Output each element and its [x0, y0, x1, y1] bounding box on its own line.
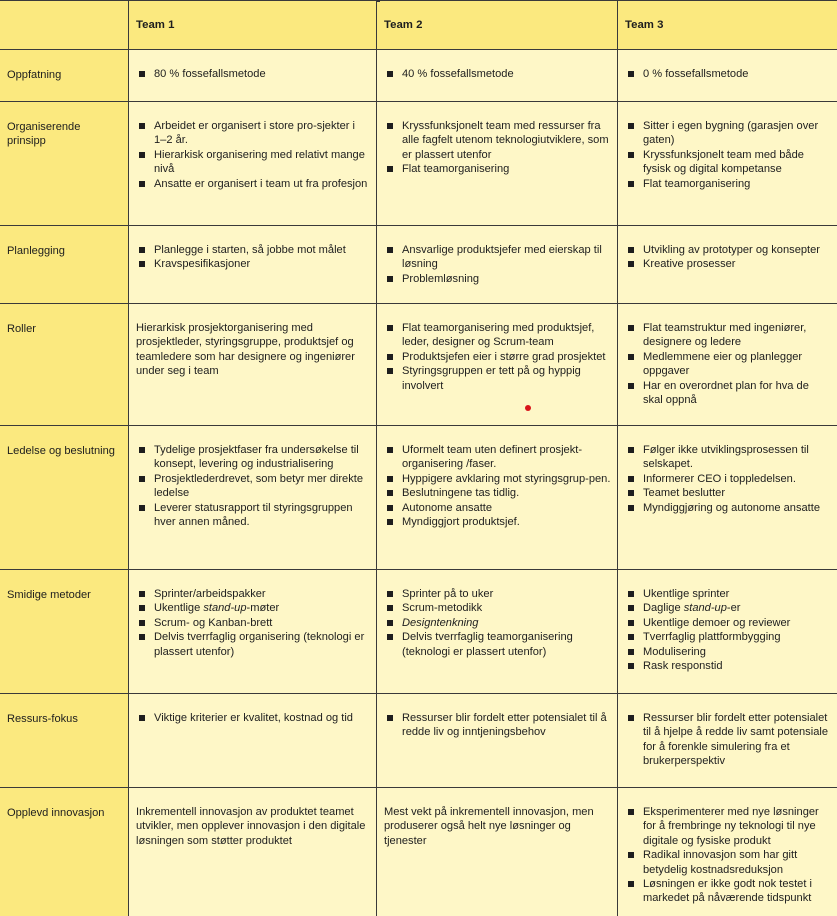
bullet-item: Flat teamorganisering — [625, 177, 831, 191]
bullet-item: Leverer statusrapport til styringsgruppen hver annen måned. — [136, 501, 370, 530]
cell-team3 — [618, 570, 837, 694]
row-label: Smidige metoder — [0, 570, 129, 694]
bullet-item: Sprinter på to uker — [384, 587, 611, 601]
bullet-item: Ansatte er organisert i team ut fra profesjon — [136, 177, 370, 191]
cell-team3 — [618, 102, 837, 226]
bullet-item: Scrum- og Kanban-brett — [136, 616, 370, 630]
bullet-item: Teamet beslutter — [625, 486, 831, 500]
bullet-item: Flat teamorganisering — [384, 162, 611, 176]
bullet-item: Sprinter/arbeidspakker — [136, 587, 370, 601]
bullet-list — [625, 443, 831, 515]
row-label: Opplevd innovasjon — [0, 788, 129, 916]
cell-team3 — [618, 226, 837, 304]
bullet-item: Kravspesifikasjoner — [136, 257, 370, 271]
cell-team1 — [129, 226, 377, 304]
bullet-item: Scrum-metodikk — [384, 601, 611, 615]
bullet-item: Tverrfaglig plattformbygging — [625, 630, 831, 644]
bullet-item: Løsningen er ikke godt nok testet i markedet på nåværende tidspunkt — [625, 877, 831, 906]
bullet-item: Problemløsning — [384, 272, 611, 286]
top-tick-mark — [377, 0, 380, 2]
bullet-item: Sitter i egen bygning (garasjen over gaten) — [625, 119, 831, 148]
bullet-list — [136, 119, 370, 191]
table-row — [0, 102, 837, 226]
cell-team2 — [377, 426, 618, 570]
bullet-item: Ukentlige demoer og reviewer — [625, 616, 831, 630]
cell-text: Hierarkisk prosjektorganisering med prosjektleder, styringsgruppe, produktsjef og teamledere som har designere og ingeniører under seg i team — [136, 322, 355, 378]
cell-team2 — [377, 570, 618, 694]
bullet-item: Beslutningene tas tidlig. — [384, 486, 611, 500]
bullet-list — [384, 587, 611, 659]
bullet-item: Kreative prosesser — [625, 257, 831, 271]
bullet-item: Delvis tverrfaglig teamorganisering (teknologi er plassert utenfor) — [384, 630, 611, 659]
cell-team1 — [129, 304, 377, 426]
bullet-item: Kryssfunksjonelt team med ressurser fra alle fagfelt utenom teknologiutviklere, som er plassert utenfor — [384, 119, 611, 162]
bullet-list — [625, 67, 831, 81]
bullet-list — [625, 711, 831, 769]
bullet-item: Eksperimenterer med nye løsninger for å frembringe ny teknologi til nye digitale og fysiske produkt — [625, 805, 831, 848]
header-team-3: Team 3 — [618, 1, 837, 50]
bullet-item: Følger ikke utviklingsprosessen til selskapet. — [625, 443, 831, 472]
bullet-list — [136, 587, 370, 659]
bullet-item: 40 % fossefallsmetode — [384, 67, 611, 81]
cell-team1 — [129, 570, 377, 694]
bullet-item: Utvikling av prototyper og konsepter — [625, 243, 831, 257]
cell-team2 — [377, 694, 618, 788]
bullet-item: Flat teamstruktur med ingeniører, designere og ledere — [625, 321, 831, 350]
bullet-item: Tydelige prosjektfaser fra undersøkelse til konsept, levering og industrialisering — [136, 443, 370, 472]
bullet-list — [136, 711, 370, 725]
cell-team2 — [377, 50, 618, 102]
table-row — [0, 570, 837, 694]
bullet-item: Designtenkning — [384, 616, 611, 630]
bullet-item: Ressurser blir fordelt etter potensialet til å redde liv og inntjeningsbehov — [384, 711, 611, 740]
bullet-list — [625, 119, 831, 191]
bullet-item: Kryssfunksjonelt team med både fysisk og digital kompetanse — [625, 148, 831, 177]
cell-team3 — [618, 694, 837, 788]
cell-team2 — [377, 788, 618, 916]
bullet-item: Radikal innovasjon som har gitt betydelig kostnadsreduksjon — [625, 848, 831, 877]
bullet-item: Produktsjefen eier i større grad prosjektet — [384, 350, 611, 364]
cell-text: Mest vekt på inkrementell innovasjon, men produserer også helt nye løsninger og tjenester — [384, 806, 594, 847]
bullet-item: Uformelt team uten definert prosjekt-organisering /faser. — [384, 443, 611, 472]
table-row — [0, 694, 837, 788]
bullet-item: Viktige kriterier er kvalitet, kostnad og tid — [136, 711, 370, 725]
cell-team1 — [129, 788, 377, 916]
bullet-item: Myndiggjøring og autonome ansatte — [625, 501, 831, 515]
bullet-item: 0 % fossefallsmetode — [625, 67, 831, 81]
cell-team3 — [618, 304, 837, 426]
header-team-2: Team 2 — [377, 1, 618, 50]
bullet-item: Styringsgruppen er tett på og hyppig involvert — [384, 364, 611, 393]
bullet-list — [625, 243, 831, 272]
bullet-item: Flat teamorganisering med produktsjef, leder, designer og Scrum-team — [384, 321, 611, 350]
cell-team1 — [129, 102, 377, 226]
header-corner — [0, 1, 129, 50]
cell-team1 — [129, 50, 377, 102]
bullet-list — [384, 67, 611, 81]
bullet-item: Har en overordnet plan for hva de skal oppnå — [625, 379, 831, 408]
bullet-item: Ukentlige sprinter — [625, 587, 831, 601]
cell-team2 — [377, 304, 618, 426]
cell-text: Inkrementell innovasjon av produktet teamet utvikler, men opplever innovasjon i den digitale løsningen som støtter produktet — [136, 806, 366, 847]
cell-team1 — [129, 694, 377, 788]
bullet-list — [625, 321, 831, 407]
bullet-list — [136, 243, 370, 272]
cell-team3 — [618, 426, 837, 570]
bullet-item: Medlemmene eier og planlegger oppgaver — [625, 350, 831, 379]
bullet-list — [384, 243, 611, 286]
cell-team3 — [618, 50, 837, 102]
bullet-item: Autonome ansatte — [384, 501, 611, 515]
bullet-list — [384, 321, 611, 393]
row-label: Ledelse og beslutning — [0, 426, 129, 570]
header-row — [0, 1, 837, 50]
table-row — [0, 50, 837, 102]
bullet-item: Planlegge i starten, så jobbe mot målet — [136, 243, 370, 257]
table-row — [0, 426, 837, 570]
cell-team2 — [377, 226, 618, 304]
bullet-item: Ansvarlige produktsjefer med eierskap til løsning — [384, 243, 611, 272]
bullet-item: Ukentlige stand-up-møter — [136, 601, 370, 615]
cell-team3 — [618, 788, 837, 916]
bullet-list — [136, 443, 370, 529]
bullet-item: Hyppigere avklaring mot styringsgrup-pen. — [384, 472, 611, 486]
bullet-item: Daglige stand-up-er — [625, 601, 831, 615]
bullet-list — [625, 805, 831, 906]
bullet-item: Hierarkisk organisering med relativt mange nivå — [136, 148, 370, 177]
bullet-item: Prosjektlederdrevet, som betyr mer direkte ledelse — [136, 472, 370, 501]
cell-team2 — [377, 102, 618, 226]
bullet-list — [384, 711, 611, 740]
bullet-item: Ressurser blir fordelt etter potensialet til å hjelpe å redde liv samt potensiale for å forenkle simulering fra et brukerperspektiv — [625, 711, 831, 769]
row-label: Ressurs-fokus — [0, 694, 129, 788]
bullet-list — [625, 587, 831, 673]
bullet-item: Rask responstid — [625, 659, 831, 673]
row-label: Organiserende prinsipp — [0, 102, 129, 226]
bullet-list — [384, 443, 611, 529]
bullet-item: Myndiggjort produktsjef. — [384, 515, 611, 529]
row-label: Oppfatning — [0, 50, 129, 102]
bullet-item: Arbeidet er organisert i store pro-sjekter i 1–2 år. — [136, 119, 370, 148]
bullet-list — [136, 67, 370, 81]
table-row — [0, 304, 837, 426]
table-row — [0, 788, 837, 916]
bullet-item: 80 % fossefallsmetode — [136, 67, 370, 81]
row-label: Planlegging — [0, 226, 129, 304]
row-label: Roller — [0, 304, 129, 426]
bullet-item: Delvis tverrfaglig organisering (teknologi er plassert utenfor) — [136, 630, 370, 659]
cell-team1 — [129, 426, 377, 570]
red-dot-marker — [525, 405, 531, 411]
bullet-item: Modulisering — [625, 645, 831, 659]
header-team-1: Team 1 — [129, 1, 377, 50]
bullet-list — [384, 119, 611, 177]
table-row — [0, 226, 837, 304]
bullet-item: Informerer CEO i toppledelsen. — [625, 472, 831, 486]
